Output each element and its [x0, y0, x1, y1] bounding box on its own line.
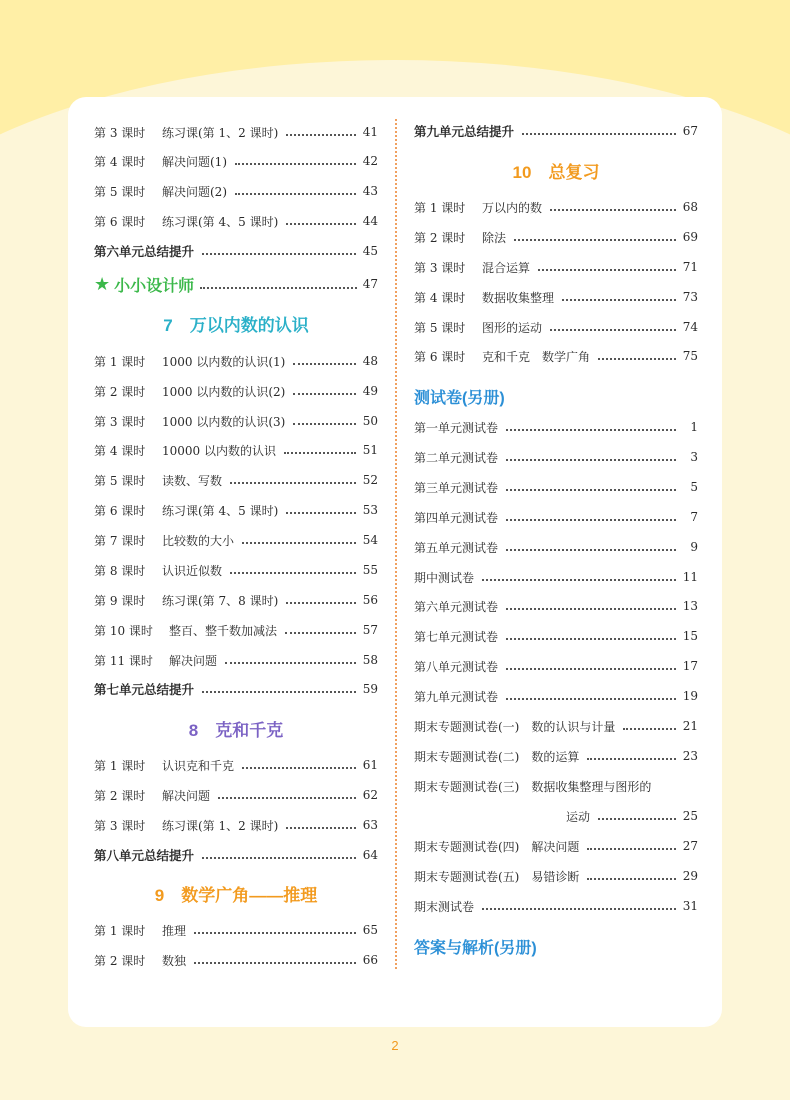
- toc-entry[interactable]: [94, 469, 378, 491]
- leader-dots: [242, 767, 356, 769]
- toc-entry[interactable]: [414, 226, 698, 248]
- lesson-label: 第 9 课时: [94, 593, 146, 608]
- entry-title: 第三单元测试卷: [414, 480, 499, 495]
- test-entry[interactable]: [414, 566, 698, 588]
- entry-title: 第八单元测试卷: [414, 659, 499, 674]
- leader-dots: [202, 691, 356, 693]
- entry-title: 小小设计师: [114, 277, 195, 295]
- entry-title: 数独: [162, 953, 187, 968]
- entry-title: 图形的运动: [482, 320, 543, 335]
- lesson-label: 第 5 课时: [94, 473, 146, 488]
- entry-title: 解决问题: [162, 788, 211, 803]
- page-number: 2: [391, 1038, 399, 1053]
- toc-entry[interactable]: [94, 499, 378, 521]
- leader-dots: [506, 429, 676, 431]
- toc-entry[interactable]: [94, 949, 378, 971]
- entry-title: 混合运算: [482, 260, 531, 275]
- page-ref: 44: [362, 214, 378, 228]
- toc-entry[interactable]: [94, 814, 378, 836]
- page-ref: 59: [362, 682, 378, 696]
- page-ref: 69: [682, 230, 698, 244]
- toc-entry[interactable]: [94, 439, 378, 461]
- entry-title: 练习课(第 1、2 课时): [162, 125, 279, 140]
- lesson-label: 第 2 课时: [94, 384, 146, 399]
- leader-dots: [286, 512, 356, 514]
- leader-dots: [482, 579, 676, 581]
- test-entry[interactable]: [414, 655, 698, 677]
- entry-title: 第六单元测试卷: [414, 599, 499, 614]
- test-entry[interactable]: [414, 506, 698, 528]
- toc-entry[interactable]: [414, 345, 698, 367]
- leader-dots: [506, 489, 676, 491]
- leader-dots: [506, 668, 676, 670]
- entry-title: 读数、写数: [162, 473, 223, 488]
- leader-dots: [587, 878, 676, 880]
- entry-title: 数据收集整理: [482, 290, 555, 305]
- column-divider: [395, 119, 397, 969]
- leader-dots: [242, 542, 356, 544]
- page-ref: 48: [362, 354, 378, 368]
- leader-dots: [538, 269, 676, 271]
- entry-title: 解决问题(1): [162, 154, 227, 169]
- entry-title: 练习课(第 4、5 课时): [162, 214, 279, 229]
- leader-dots: [285, 632, 356, 634]
- entry-title: 1000 以内数的认识(2): [162, 384, 286, 399]
- test-entry[interactable]: [414, 476, 698, 498]
- leader-dots: [598, 818, 676, 820]
- leader-dots: [235, 193, 356, 195]
- entry-title: 期末专题测试卷(一) 数的认识与计量: [414, 719, 616, 734]
- entry-title: 第八单元总结提升: [94, 849, 195, 863]
- lesson-label: 第 7 课时: [94, 533, 146, 548]
- test-entry[interactable]: [414, 685, 698, 707]
- toc-entry[interactable]: [94, 210, 378, 232]
- page-ref: 65: [362, 923, 378, 937]
- page-ref: 21: [682, 719, 698, 733]
- toc-entry[interactable]: [94, 150, 378, 172]
- lesson-label: 第 3 课时: [94, 818, 146, 833]
- entry-title: 第九单元测试卷: [414, 689, 499, 704]
- entry-title: 第九单元总结提升: [414, 125, 515, 139]
- leader-dots: [230, 572, 356, 574]
- designer-entry[interactable]: [94, 271, 378, 297]
- toc-entry[interactable]: [414, 196, 698, 218]
- toc-entry[interactable]: [94, 919, 378, 941]
- lesson-label: 第 11 课时: [94, 653, 153, 668]
- page-ref: 74: [682, 320, 698, 334]
- test-entry[interactable]: [414, 745, 698, 767]
- page-ref: 64: [362, 848, 378, 862]
- page-ref: 9: [690, 540, 698, 554]
- leader-dots: [194, 962, 356, 964]
- entry-title: 推理: [162, 923, 187, 938]
- page-ref: 45: [362, 244, 378, 258]
- entry-title: 练习课(第 1、2 课时): [162, 818, 279, 833]
- entry-title: 练习课(第 4、5 课时): [162, 503, 279, 518]
- lesson-label: 第 1 课时: [94, 354, 146, 369]
- toc-entry[interactable]: [94, 754, 378, 776]
- entry-title: 期末专题测试卷(二) 数的运算: [414, 749, 580, 764]
- page-ref: 56: [362, 593, 378, 607]
- page-ref: 52: [362, 473, 378, 487]
- toc-entry[interactable]: [94, 350, 378, 372]
- leader-dots: [284, 452, 356, 454]
- page-ref: 17: [682, 659, 698, 673]
- leader-dots: [522, 133, 676, 135]
- leader-dots: [286, 134, 356, 136]
- page-ref: 68: [682, 200, 698, 214]
- entry-title: 万以内的数: [482, 200, 543, 215]
- entry-title: 1000 以内数的认识(3): [162, 414, 286, 429]
- page-ref: 55: [362, 563, 378, 577]
- entry-title: 第六单元总结提升: [94, 245, 195, 259]
- page-ref: 57: [362, 623, 378, 637]
- entry-title: 认识克和千克: [162, 758, 235, 773]
- lesson-label: 第 8 课时: [94, 563, 146, 578]
- test-entry[interactable]: [414, 536, 698, 558]
- entry-title: 第七单元总结提升: [94, 683, 195, 697]
- page-ref: 75: [682, 349, 698, 363]
- leader-dots: [235, 163, 356, 165]
- entry-title: 克和千克 数学广角: [482, 349, 591, 364]
- leader-dots: [286, 827, 356, 829]
- toc-entry[interactable]: [94, 784, 378, 806]
- toc-entry[interactable]: [94, 559, 378, 581]
- test-entry-line1[interactable]: [414, 775, 698, 797]
- page-ref: 23: [682, 749, 698, 763]
- page-ref: 62: [362, 788, 378, 802]
- leader-dots: [623, 728, 676, 730]
- answers-heading: 答案与解析(另册): [414, 940, 537, 957]
- unit-heading: 7 万以内数的认识: [163, 316, 309, 335]
- toc-entry[interactable]: [94, 589, 378, 611]
- page-ref: 15: [682, 629, 698, 643]
- entry-title: 解决问题: [169, 653, 218, 668]
- leader-dots: [293, 393, 356, 395]
- test-entry[interactable]: [414, 895, 698, 917]
- leader-dots: [598, 358, 676, 360]
- page-ref: 50: [362, 414, 378, 428]
- page-ref: 42: [362, 154, 378, 168]
- lesson-label: 第 4 课时: [94, 154, 146, 169]
- leader-dots: [482, 908, 676, 910]
- lesson-label: 第 5 课时: [414, 320, 466, 335]
- test-entry-line2[interactable]: [414, 805, 698, 827]
- toc-entry[interactable]: [94, 380, 378, 402]
- leader-dots: [506, 608, 676, 610]
- lesson-label: 第 1 课时: [94, 758, 146, 773]
- page-ref: 66: [362, 953, 378, 967]
- entry-title: 认识近似数: [162, 563, 223, 578]
- leader-dots: [218, 797, 356, 799]
- leader-dots: [194, 932, 356, 934]
- leader-dots: [293, 363, 356, 365]
- entry-title: 第一单元测试卷: [414, 420, 499, 435]
- leader-dots: [293, 423, 356, 425]
- entry-title: 期中测试卷: [414, 570, 475, 585]
- leader-dots: [562, 299, 676, 301]
- page-ref: 3: [690, 450, 698, 464]
- unit-review-entry[interactable]: [414, 120, 698, 142]
- lesson-label: 第 10 课时: [94, 623, 153, 638]
- leader-dots: [506, 638, 676, 640]
- test-entry[interactable]: [414, 625, 698, 647]
- entry-title: 解决问题(2): [162, 184, 227, 199]
- leader-dots: [506, 519, 676, 521]
- unit-review-entry[interactable]: [94, 240, 378, 262]
- unit-heading: 8 克和千克: [188, 721, 284, 740]
- page-ref: 7: [690, 510, 698, 524]
- toc-entry[interactable]: [94, 410, 378, 432]
- toc-entry[interactable]: [94, 121, 378, 143]
- lesson-label: 第 3 课时: [94, 414, 146, 429]
- test-entry[interactable]: [414, 715, 698, 737]
- page-ref: 71: [682, 260, 698, 274]
- entry-title: 练习课(第 7、8 课时): [162, 593, 279, 608]
- leader-dots: [514, 239, 676, 241]
- leader-dots: [506, 459, 676, 461]
- star-icon: ★: [94, 273, 111, 295]
- entry-title: 1000 以内数的认识(1): [162, 354, 286, 369]
- page-ref: 5: [690, 480, 698, 494]
- lesson-label: 第 6 课时: [94, 503, 146, 518]
- entry-title: 第四单元测试卷: [414, 510, 499, 525]
- lesson-label: 第 4 课时: [94, 443, 146, 458]
- leader-dots: [202, 857, 356, 859]
- page-ref: 25: [682, 809, 698, 823]
- page-ref: 31: [682, 899, 698, 913]
- leader-dots: [225, 662, 356, 664]
- leader-dots: [230, 482, 356, 484]
- page-ref: 63: [362, 818, 378, 832]
- page-ref: 41: [362, 125, 378, 139]
- page-ref: 1: [690, 420, 698, 434]
- leader-dots: [286, 223, 356, 225]
- tests-heading: 测试卷(另册): [414, 390, 505, 407]
- entry-title: 期末专题测试卷(三) 数据收集整理与图形的: [414, 779, 652, 794]
- unit-review-entry[interactable]: [94, 678, 378, 700]
- page-ref: 43: [362, 184, 378, 198]
- unit-heading: 10 总复习: [512, 163, 600, 182]
- entry-title: 第七单元测试卷: [414, 629, 499, 644]
- entry-title: 期末专题测试卷(五) 易错诊断: [414, 869, 580, 884]
- page-ref: 61: [362, 758, 378, 772]
- lesson-label: 第 6 课时: [414, 349, 466, 364]
- page-ref: 47: [362, 277, 378, 291]
- lesson-label: 第 2 课时: [94, 788, 146, 803]
- toc-entry[interactable]: [414, 316, 698, 338]
- entry-title: 除法: [482, 230, 507, 245]
- leader-dots: [506, 698, 676, 700]
- lesson-label: 第 2 课时: [414, 230, 466, 245]
- page-ref: 49: [362, 384, 378, 398]
- leader-dots: [286, 602, 356, 604]
- entry-title: 10000 以内数的认识: [162, 443, 276, 458]
- test-entry[interactable]: [414, 446, 698, 468]
- lesson-label: 第 5 课时: [94, 184, 146, 199]
- lesson-label: 第 6 课时: [94, 214, 146, 229]
- toc-entry[interactable]: [414, 256, 698, 278]
- lesson-label: 第 2 课时: [94, 953, 146, 968]
- leader-dots: [506, 549, 676, 551]
- toc-entry[interactable]: [94, 529, 378, 551]
- lesson-label: 第 3 课时: [94, 125, 146, 140]
- test-entry[interactable]: [414, 416, 698, 438]
- entry-title: 整百、整千数加减法: [169, 623, 278, 638]
- page-ref: 67: [682, 124, 698, 138]
- entry-title: 比较数的大小: [162, 533, 235, 548]
- toc-card: [68, 97, 722, 1027]
- page-ref: 51: [362, 443, 378, 457]
- leader-dots: [202, 253, 356, 255]
- unit-heading: 9 数学广角——推理: [154, 886, 318, 905]
- test-entry[interactable]: [414, 835, 698, 857]
- lesson-label: 第 1 课时: [94, 923, 146, 938]
- entry-title: 期末测试卷: [414, 899, 475, 914]
- toc-entry[interactable]: [94, 619, 378, 641]
- toc-entry[interactable]: [94, 649, 378, 671]
- leader-dots: [200, 287, 357, 289]
- lesson-label: 第 3 课时: [414, 260, 466, 275]
- toc-entry[interactable]: [414, 286, 698, 308]
- page-ref: 53: [362, 503, 378, 517]
- page-ref: 13: [682, 599, 698, 613]
- entry-title: 运动: [566, 809, 591, 824]
- page-ref: 19: [682, 689, 698, 703]
- lesson-label: 第 1 课时: [414, 200, 466, 215]
- page-ref: 54: [362, 533, 378, 547]
- unit-review-entry[interactable]: [94, 844, 378, 866]
- entry-title: 第二单元测试卷: [414, 450, 499, 465]
- page-ref: 73: [682, 290, 698, 304]
- leader-dots: [550, 209, 676, 211]
- lesson-label: 第 4 课时: [414, 290, 466, 305]
- page-ref: 58: [362, 653, 378, 667]
- entry-title: 期末专题测试卷(四) 解决问题: [414, 839, 580, 854]
- page-ref: 27: [682, 839, 698, 853]
- test-entry[interactable]: [414, 865, 698, 887]
- toc-entry[interactable]: [94, 180, 378, 202]
- page-ref: 29: [682, 869, 698, 883]
- leader-dots: [587, 758, 676, 760]
- leader-dots: [550, 329, 676, 331]
- test-entry[interactable]: [414, 595, 698, 617]
- entry-title: 第五单元测试卷: [414, 540, 499, 555]
- page-ref: 11: [682, 570, 698, 584]
- leader-dots: [587, 848, 676, 850]
